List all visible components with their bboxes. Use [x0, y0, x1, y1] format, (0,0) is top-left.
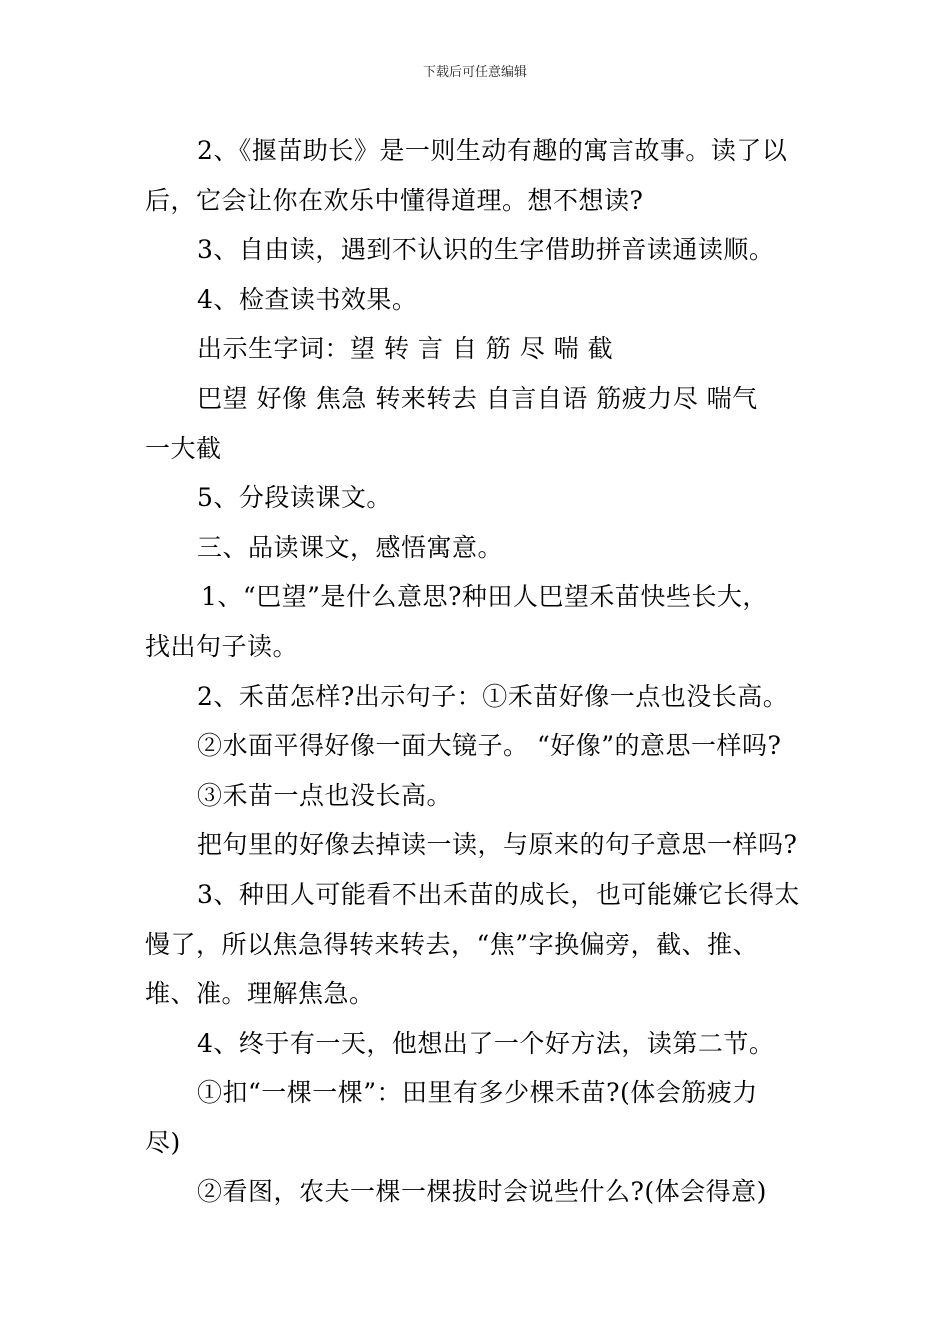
- document-body: [145, 126, 815, 1217]
- paragraph-line: 一大截: [145, 433, 222, 463]
- page-header: 下载后可任意编辑: [422, 65, 527, 80]
- paragraph-line: 4、终于有一天，他想出了一个好方法，读第二节。: [197, 1028, 775, 1058]
- paragraph-line: ①扣“一棵一棵”：田里有多少棵禾苗?(体会筋疲力: [197, 1078, 758, 1108]
- paragraph-line: 后，它会让你在欢乐中懂得道理。想不想读?: [145, 185, 644, 215]
- paragraph-line: 5、分段读课文。: [197, 483, 392, 513]
- paragraph-line: 1、“巴望”是什么意思?种田人巴望禾苗快些长大，: [201, 582, 768, 612]
- paragraph-line: 4、检查读书效果。: [197, 284, 418, 314]
- paragraph-line: 堆、准。理解焦急。: [145, 979, 375, 1009]
- paragraph-line: 巴望 好像 焦急 转来转去 自言自语 筋疲力尽 喘气: [197, 383, 758, 413]
- paragraph-line: 出示生字词：望 转 言 自 筋 尽 喘 截: [197, 334, 614, 364]
- paragraph-line: 尽): [145, 1127, 181, 1157]
- paragraph-line: 3、种田人可能看不出禾苗的成长，也可能嫌它长得太: [197, 879, 800, 909]
- paragraph-line: 慢了，所以焦急得转来转去，“焦”字换偏旁，截、推、: [145, 929, 759, 959]
- paragraph-line: ③禾苗一点也没长高。: [197, 780, 453, 810]
- paragraph-line: 2、《揠苗助长》是一则生动有趣的寓言故事。读了以: [197, 136, 788, 165]
- paragraph-line: 把句里的好像去掉读一读，与原来的句子意思一样吗?: [197, 830, 798, 860]
- paragraph-line: 找出句子读。: [145, 631, 299, 661]
- paragraph-line: ②看图，农夫一棵一棵拔时会说些什么?(体会得意): [197, 1177, 767, 1207]
- paragraph-line: 三、品读课文，感悟寓意。: [197, 532, 504, 562]
- paragraph-line: ②水面平得好像一面大镜子。 “好像”的意思一样吗?: [197, 731, 782, 761]
- paragraph-line: 2、禾苗怎样?出示句子：①禾苗好像一点也没长高。: [197, 681, 789, 711]
- paragraph-line: 3、自由读，遇到不认识的生字借助拼音读通读顺。: [197, 235, 775, 265]
